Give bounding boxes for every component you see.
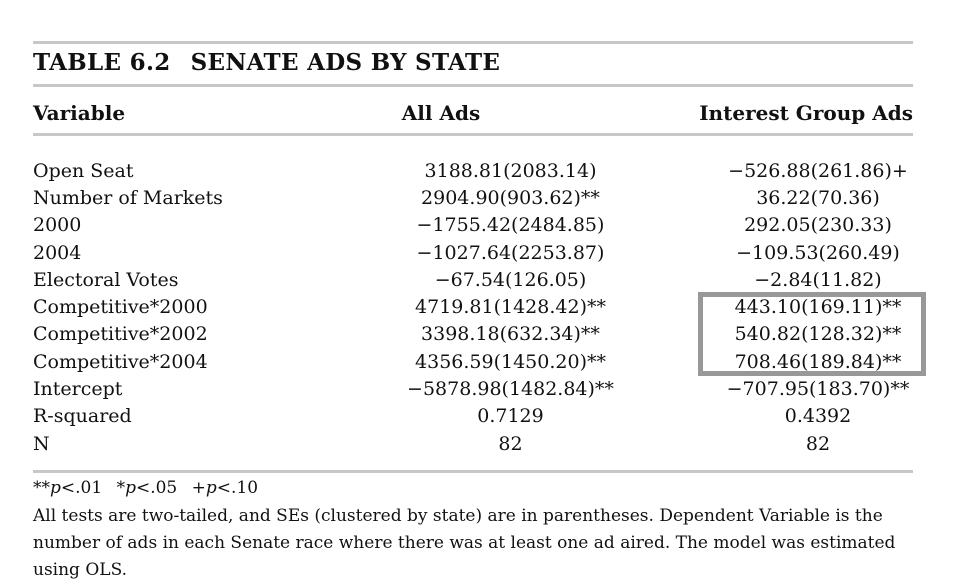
variable-cell: Open Seat bbox=[33, 159, 134, 182]
variable-cell: Competitive*2002 bbox=[33, 323, 208, 346]
title-rule bbox=[33, 84, 913, 87]
interest-group-ads-cell: −109.53(260.49) bbox=[736, 241, 900, 264]
interest-group-ads-cell: 0.4392 bbox=[784, 405, 852, 428]
table-row bbox=[33, 184, 948, 211]
table-row bbox=[33, 430, 948, 457]
significance-level-05 bbox=[117, 478, 178, 498]
interest-group-ads-cell: 82 bbox=[805, 432, 831, 455]
table-title-text: SENATE ADS BY STATE bbox=[190, 49, 501, 76]
variable-cell: Number of Markets bbox=[33, 186, 223, 209]
table-row bbox=[33, 375, 948, 402]
all-ads-cell: 3398.18(632.34)** bbox=[421, 323, 600, 346]
column-header-variable: Variable bbox=[33, 101, 126, 125]
table-footnote: All tests are two-tailed, and SEs (clustered by state) are in parentheses. Dependent Variable is the number of ads in each Senate race where there was at least one ad aired. The model was estimated using OLS. bbox=[33, 506, 896, 580]
interest-group-ads-cell: 708.46(189.84)** bbox=[734, 350, 902, 373]
table-row bbox=[33, 403, 948, 430]
table-row bbox=[33, 321, 948, 348]
table-row bbox=[33, 293, 948, 320]
p-threshold: <.10 bbox=[216, 478, 259, 498]
variable-cell: Competitive*2004 bbox=[33, 350, 208, 373]
interest-group-ads-cell: −707.95(183.70)** bbox=[726, 378, 910, 401]
p-symbol: p bbox=[125, 478, 136, 498]
interest-group-ads-cell: −526.88(261.86)+ bbox=[728, 159, 908, 182]
table-row bbox=[33, 157, 948, 184]
p-threshold: <.05 bbox=[135, 478, 178, 498]
table-row bbox=[33, 239, 948, 266]
bottom-rule bbox=[33, 470, 913, 473]
interest-group-ads-cell: 540.82(128.32)** bbox=[734, 323, 902, 346]
table-row bbox=[33, 266, 948, 293]
p-symbol: p bbox=[50, 478, 61, 498]
table-title bbox=[33, 49, 500, 76]
all-ads-cell: −1027.64(2253.87) bbox=[416, 241, 605, 264]
header-rule bbox=[33, 133, 913, 136]
significance-level-01 bbox=[33, 478, 102, 498]
column-header-row bbox=[0, 101, 964, 129]
table-row bbox=[33, 212, 948, 239]
variable-cell: Competitive*2000 bbox=[33, 296, 208, 319]
table-number: TABLE 6.2 bbox=[33, 49, 171, 76]
column-header-interest-group-ads: Interest Group Ads bbox=[699, 101, 913, 125]
interest-group-ads-cell: 36.22(70.36) bbox=[756, 186, 880, 209]
variable-cell: 2000 bbox=[33, 214, 82, 237]
variable-cell: Intercept bbox=[33, 378, 123, 401]
stars-marker: * bbox=[116, 478, 126, 498]
significance-note bbox=[33, 478, 267, 498]
variable-cell: N bbox=[33, 432, 50, 455]
interest-group-ads-cell: 292.05(230.33) bbox=[744, 214, 892, 237]
table-row bbox=[33, 348, 948, 375]
all-ads-cell: −5878.98(1482.84)** bbox=[407, 378, 614, 401]
all-ads-cell: 82 bbox=[498, 432, 523, 455]
all-ads-cell: −67.54(126.05) bbox=[434, 268, 587, 291]
interest-group-ads-cell: −2.84(11.82) bbox=[754, 268, 882, 291]
all-ads-cell: 0.7129 bbox=[477, 405, 544, 428]
column-header-all-ads: All Ads bbox=[401, 101, 481, 125]
variable-cell: R-squared bbox=[33, 405, 132, 428]
all-ads-cell: 4719.81(1428.42)** bbox=[415, 296, 606, 319]
stars-marker: ** bbox=[33, 478, 50, 498]
all-ads-cell: −1755.42(2484.85) bbox=[416, 214, 605, 237]
p-threshold: <.01 bbox=[60, 478, 103, 498]
variable-cell: 2004 bbox=[33, 241, 82, 264]
variable-cell: Electoral Votes bbox=[33, 268, 179, 291]
all-ads-cell: 3188.81(2083.14) bbox=[424, 159, 597, 182]
interest-group-ads-cell: 443.10(169.11)** bbox=[734, 296, 902, 319]
p-symbol: p bbox=[205, 478, 217, 498]
all-ads-cell: 2904.90(903.62)** bbox=[421, 186, 600, 209]
regression-table bbox=[33, 157, 948, 457]
top-rule bbox=[33, 41, 913, 44]
all-ads-cell: 4356.59(1450.20)** bbox=[415, 350, 606, 373]
stars-marker: + bbox=[191, 478, 206, 498]
significance-level-10 bbox=[192, 478, 258, 498]
